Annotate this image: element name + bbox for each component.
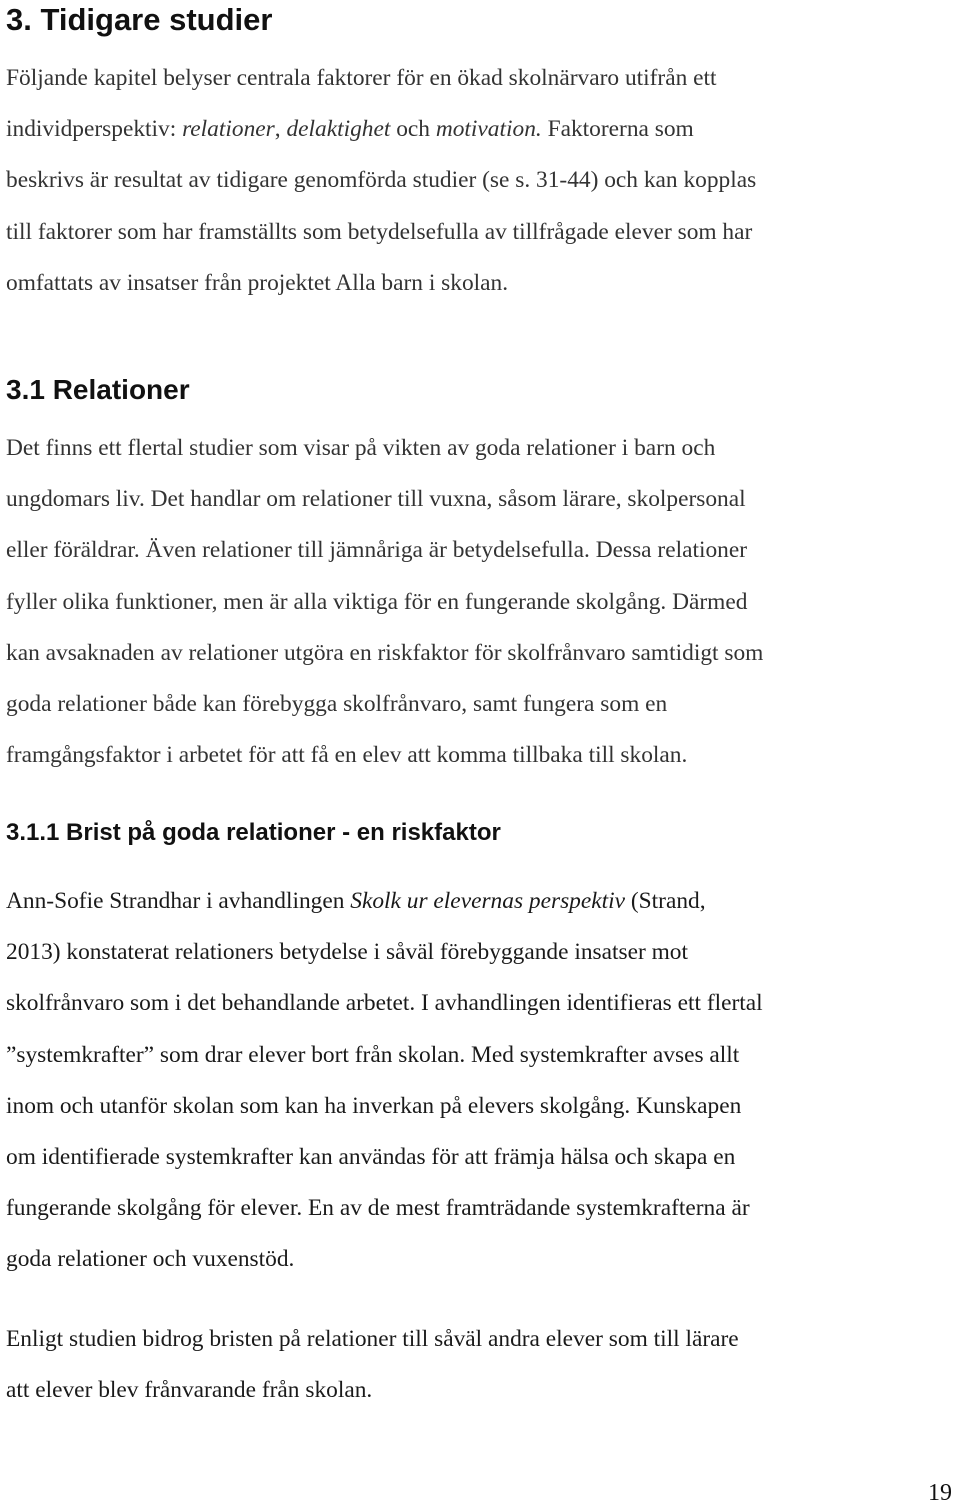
text-run: individperspektiv: [6, 116, 183, 143]
text-line: skolfrånvaro som i det behandlande arbetet. I avhandlingen identifieras ett flertal [6, 990, 763, 1017]
text-line: goda relationer och vuxenstöd. [6, 1246, 295, 1273]
text-line: framgångsfaktor i arbetet för att få en elev att komma tillbaka till skolan. [6, 742, 688, 769]
intro-paragraph [6, 53, 960, 309]
text-line: Det finns ett flertal studier som visar på vikten av goda relationer i barn och [6, 435, 716, 461]
text-line: om identifierade systemkrafter kan användas för att främja hälsa och skapa en [6, 1144, 736, 1171]
text-line: Enligt studien bidrog bristen på relationer till såväl andra elever som till lärare [6, 1326, 739, 1352]
relationer-paragraph [6, 423, 960, 781]
text-line: omfattats av insatser från projektet Alla barn i skolan. [6, 269, 509, 296]
text-line: Följande kapitel belyser centrala faktorer för en ökad skolnärvaro utifrån ett [6, 65, 717, 91]
text-run: och [390, 116, 436, 143]
text-line [6, 104, 960, 155]
book-title: Skolk ur elevernas perspektiv [350, 888, 626, 914]
text-line: beskrivs är resultat av tidigare genomförda studier (se s. 31-44) och kan kopplas [6, 167, 757, 194]
text-line: fungerande skolgång för elever. En av de mest framträdande systemkrafterna är [6, 1195, 750, 1222]
text-line: eller föräldrar. Även relationer till jämnåriga är betydelsefulla. Dessa relationer [6, 537, 748, 564]
text-line: till faktorer som har framställts som betydelsefulla av tillfrågade elever som har [6, 218, 753, 245]
text-line: ”systemkrafter” som drar elever bort från skolan. Med systemkrafter avses allt [6, 1041, 740, 1068]
text-line: att elever blev frånvarande från skolan. [6, 1377, 373, 1404]
brist-paragraph [6, 876, 960, 1286]
text-line: fyller olika funktioner, men är alla viktiga för en fungerande skolgång. Därmed [6, 588, 748, 615]
section-heading: 3.1 Relationer [6, 374, 190, 405]
text-line: goda relationer både kan förebygga skolfrånvaro, samt fungera som en [6, 691, 668, 718]
emphasis: delaktighet [286, 116, 391, 143]
text-run: , [274, 116, 287, 143]
text-line: kan avsaknaden av relationer utgöra en riskfaktor för skolfrånvaro samtidigt som [6, 639, 764, 666]
text-line: inom och utanför skolan som kan ha inverkan på elevers skolgång. Kunskapen [6, 1092, 742, 1119]
page-number: 19 [928, 1480, 952, 1506]
text-run: Faktorerna som [541, 116, 694, 143]
emphasis: relationer [182, 116, 275, 143]
text-line: 2013) konstaterat relationers betydelse i såväl förebyggande insatser mot [6, 939, 689, 966]
emphasis: motivation. [435, 116, 542, 143]
enligt-paragraph [6, 1314, 960, 1416]
text-line [6, 876, 960, 927]
chapter-heading: 3. Tidigare studier [6, 2, 273, 37]
subsection-heading: 3.1.1 Brist på goda relationer - en riskfaktor [6, 819, 501, 846]
text-run: (Strand, [625, 888, 706, 914]
text-line: ungdomars liv. Det handlar om relationer till vuxna, såsom lärare, skolpersonal [6, 486, 746, 513]
text-run: Ann-Sofie Strandhar i avhandlingen [6, 888, 351, 914]
